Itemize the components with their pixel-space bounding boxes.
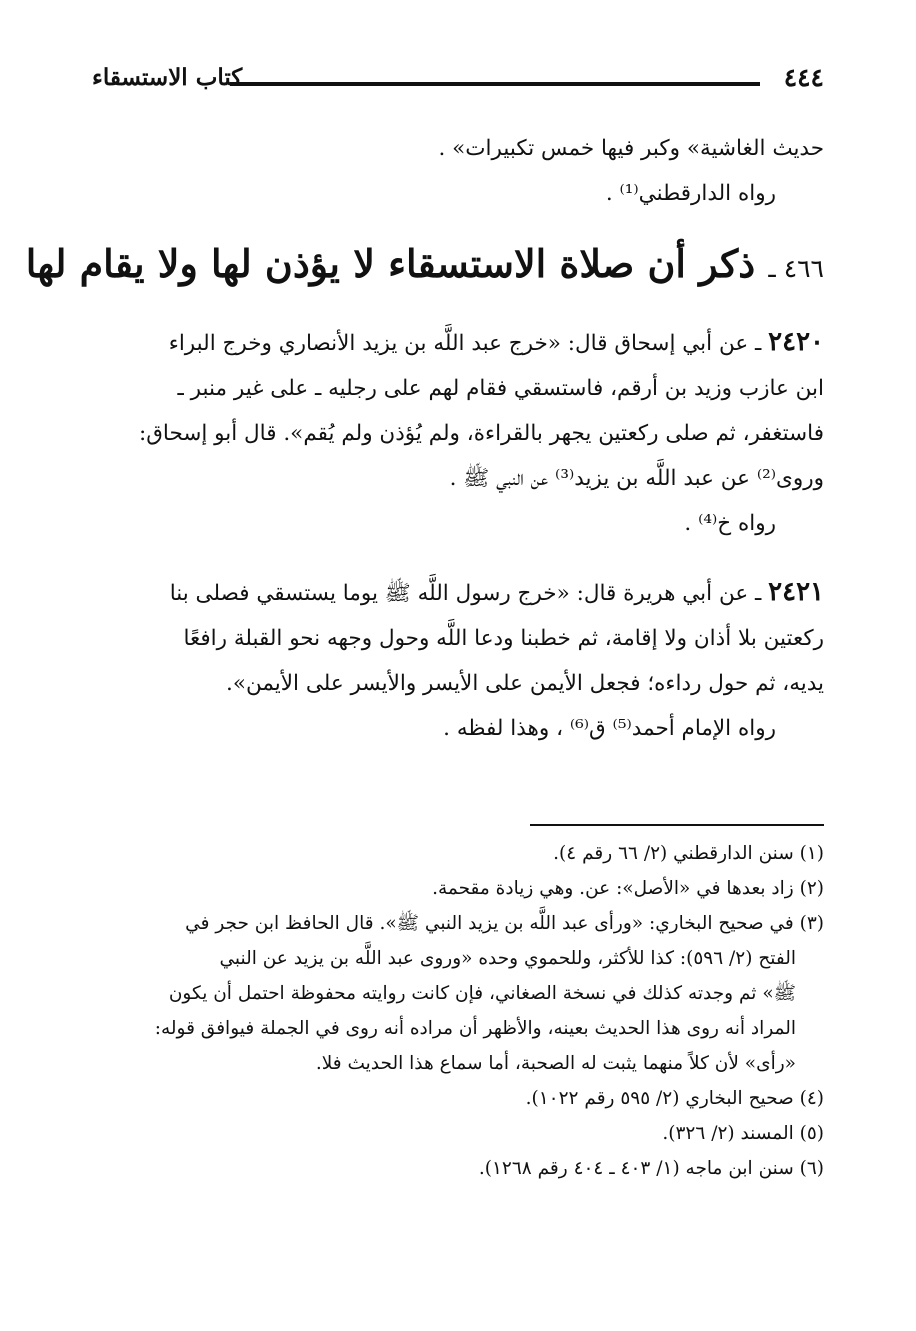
hadith-2421 — [100, 570, 824, 751]
footnote-continuation: «رأى» لأن كلاً منهما يثبت له الصحبة، أما سماع هذا الحديث فلا. — [315, 1053, 796, 1074]
header-rule — [230, 82, 760, 86]
page-number: ٤٤٤ — [783, 63, 824, 92]
hadith-line: ابن عازب وزيد بن أرقم، فاستسقي فقام لهم على رجليه ـ على غير منبر ـ — [177, 376, 824, 401]
chapter-number: ٤٦٦ ـ — [768, 254, 824, 283]
chapter-heading — [25, 236, 824, 297]
narration-line: رواه الدارقطني⁽¹⁾ . — [605, 181, 776, 206]
hadith-line: فاستغفر، ثم صلى ركعتين يجهر بالقراءة، ولم يُؤذن ولم يُقم». قال أبو إسحاق: — [138, 421, 824, 446]
hadith-line: وروى⁽²⁾ عن عبد اللَّه بن يزيد⁽³⁾ عن النبي ﷺ . — [449, 466, 824, 491]
hadith-line: يديه، ثم حول رداءه؛ فجعل الأيمن على الأيسر والأيسر على الأيمن». — [226, 671, 824, 696]
hadith-text: ـ عن أبي هريرة قال: «خرج رسول اللَّه ﷺ يوما يستسقي فصلى بنا — [169, 581, 762, 606]
hadith-number: ٢٤٢٠ — [768, 327, 824, 357]
running-title: كتاب الاستسقاء — [92, 64, 243, 91]
narration-line: رواه الإمام أحمد⁽⁵⁾ ق⁽⁶⁾ ، وهذا لفظه . — [443, 716, 776, 741]
hadith-text: ـ عن أبي إسحاق قال: «خرج عبد اللَّه بن يزيد الأنصاري وخرج البراء — [168, 331, 762, 356]
footnote-continuation: ﷺ» ثم وجدته كذلك في نسخة الصغاني، فإن كانت روايته محفوظة احتمل أن يكون — [168, 983, 796, 1004]
chapter-title: ذكر أن صلاة الاستسقاء لا يؤذن لها ولا يقام لها — [25, 241, 756, 286]
footnote-continuation: المراد أنه روى هذا الحديث بعينه، والأظهر أن مراده أنه روى في الجملة فيوافق قوله: — [154, 1018, 796, 1039]
hadith-line — [100, 320, 824, 366]
footnote: (٢) زاد بعدها في «الأصل»: عن. وهي زيادة مقحمة. — [432, 878, 824, 899]
footnote: (٤) صحيح البخاري (٢/ ٥٩٥ رقم ١٠٢٢). — [525, 1088, 824, 1109]
footnote: (٥) المسند (٢/ ٣٢٦). — [662, 1123, 824, 1144]
footnote: (١) سنن الدارقطني (٢/ ٦٦ رقم ٤). — [553, 843, 824, 864]
footnote-continuation: الفتح (٢/ ٥٩٦): كذا للأكثر، وللحموي وحده «وروى عبد اللَّه بن يزيد عن النبي — [219, 948, 796, 969]
page-header — [92, 62, 824, 102]
footnote: (٣) في صحيح البخاري: «ورأى عبد اللَّه بن يزيد النبي ﷺ». قال الحافظ ابن حجر في — [185, 913, 824, 934]
narration-line: رواه خ⁽⁴⁾ . — [684, 511, 776, 536]
hadith-2420 — [100, 320, 824, 546]
footnotes — [96, 836, 824, 1186]
previous-text — [100, 126, 824, 216]
hadith-number: ٢٤٢١ — [768, 577, 824, 607]
text-line: حديث الغاشية» وكبر فيها خمس تكبيرات» . — [438, 136, 824, 161]
hadith-line — [100, 570, 824, 616]
footnote: (٦) سنن ابن ماجه (١/ ٤٠٣ ـ ٤٠٤ رقم ١٢٦٨). — [478, 1158, 824, 1179]
hadith-line: ركعتين بلا أذان ولا إقامة، ثم خطبنا ودعا اللَّه وحول وجهه نحو القبلة رافعًا — [183, 626, 824, 651]
footnote-rule — [530, 824, 824, 826]
